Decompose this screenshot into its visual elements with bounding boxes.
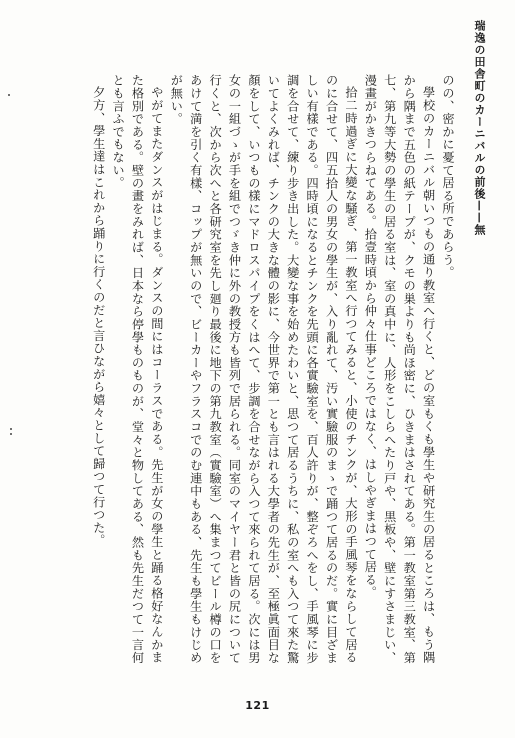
paragraph-5: 夕方、學生達はこれから踊りに行くのだと言ひながら嬉々として歸つて行つた。 bbox=[91, 86, 106, 547]
print-speck bbox=[10, 428, 12, 430]
page-number: 121 bbox=[245, 699, 270, 712]
paragraph-1: のの、密かに憂て居る所であらう。 bbox=[441, 74, 455, 279]
print-speck bbox=[10, 433, 12, 435]
paragraph-2: 學校のカーニバル朝いつもの通り教室へ行くと、どの室もくも學生や研究生の居るところは、もう隅から隅まで五色の紙テープが、クモの巣よりも尚ほ密に、ひきまはされてある。第一教室第三教室、第七、第九等大勢の學生の居る室は、室の真中に、人形をこしらへたり戸や、黒板や、壁にすさまじい、漫畫がかきつらねてある。拾壹時頃から仲々仕事どころではなく、はしやぎまはつて居る。 bbox=[363, 74, 436, 664]
paragraph-4: やがてまたダンスがはじまる。ダンスの間にはコーラスである。先生が女の學生と踊る格好なんかまた格別である。壁の畫をみれば、日本なら停學ものものが、堂々と物してある、然も先生だつて一言何とも言ふでもない。 bbox=[111, 74, 164, 664]
print-speck bbox=[8, 94, 10, 96]
paragraph-3: 拾二時過ぎに大變な騒ぎ、第一教室へ行つてみると、小使のチンクが、大形の手風琴をならして居るのに合せて、四五拾人の男女の學生が、入り亂れて、汚い實驗服のまゝで踊つて居るのだ。實に目ざましい有樣である。四時頃になるとチンクを先頭に各實驗室を、百人許りが、整ぞろへをし、手風琴に步調を合せて、練り步き出した。大變な事を始めたわいと、思つて居るうちに、私の室へも入つて來た驚いてよくみれば、チンクの大きな體の影に、今世界で第一とも言はれる大學者の先生が、至極眞面目な顏をして、いつもの樣にマドロスパイプをくはへて、步調を合せながら入つて來られて居る。次には男女の一組づゝが手を組でつゞき仲に外の教授方も皆列で居られる。同室のマイヤー君と皆の尻について行くと、次から次へと各研究室を先し廻り最後に地下の第九教室（實驗室）へ集まつてビール樽の口をあけて満を引く有樣、コップが無いので、ビーカーやフラスコでのむ連中もある、先生も學生もけじめが無い。 bbox=[169, 74, 358, 664]
running-header: 瑞逸の田舎町のカーニバルの前後——無 bbox=[473, 20, 486, 236]
body-text bbox=[42, 74, 457, 664]
